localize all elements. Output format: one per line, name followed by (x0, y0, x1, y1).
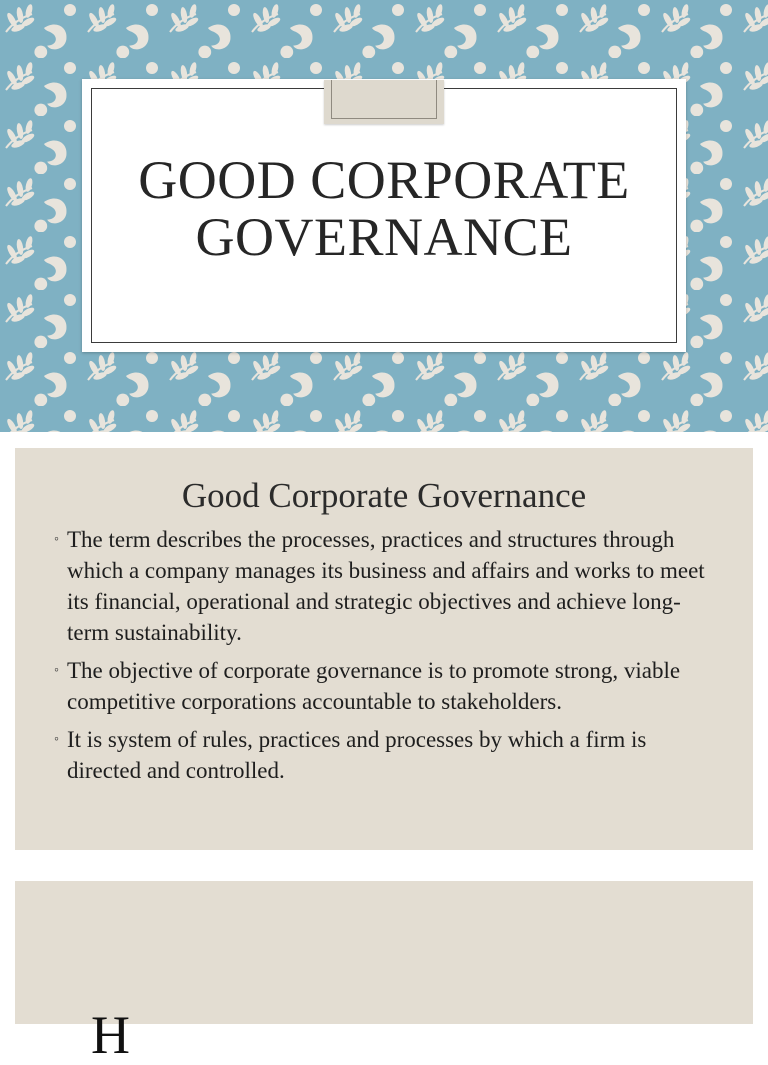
bullet-text: The objective of corporate governance is to promote strong, viable competitive corporations accountable to stakeholders. (67, 658, 681, 714)
bullet-item (55, 524, 705, 648)
title-card-tab-border (331, 80, 437, 119)
bullet-circle-icon: ◦ (54, 732, 59, 747)
next-slide-partial (15, 881, 753, 1065)
bullet-circle-icon: ◦ (54, 663, 59, 678)
bullet-list (55, 524, 705, 793)
bullet-text: It is system of rules, practices and processes by which a firm is directed and controlled. (67, 727, 647, 783)
deck-title-line1: GOOD CORPORATE (138, 150, 630, 210)
title-card-tab (324, 80, 444, 124)
bullet-text: The term describes the processes, practices and structures through which a company manages its business and affairs and works to meet its financial, operational and strategic objectives and achieve long-term sustainability. (67, 527, 705, 645)
slide-heading: Good Corporate Governance (181, 476, 587, 515)
content-slide (15, 448, 753, 850)
deck-title-line2: GOVERNANCE (195, 207, 573, 267)
bullet-item (55, 724, 705, 786)
bullet-circle-icon: ◦ (54, 532, 59, 547)
deck-title (82, 152, 686, 266)
bullet-item (55, 655, 705, 717)
title-slide (0, 0, 768, 432)
next-slide-heading: H (91, 1005, 130, 1065)
